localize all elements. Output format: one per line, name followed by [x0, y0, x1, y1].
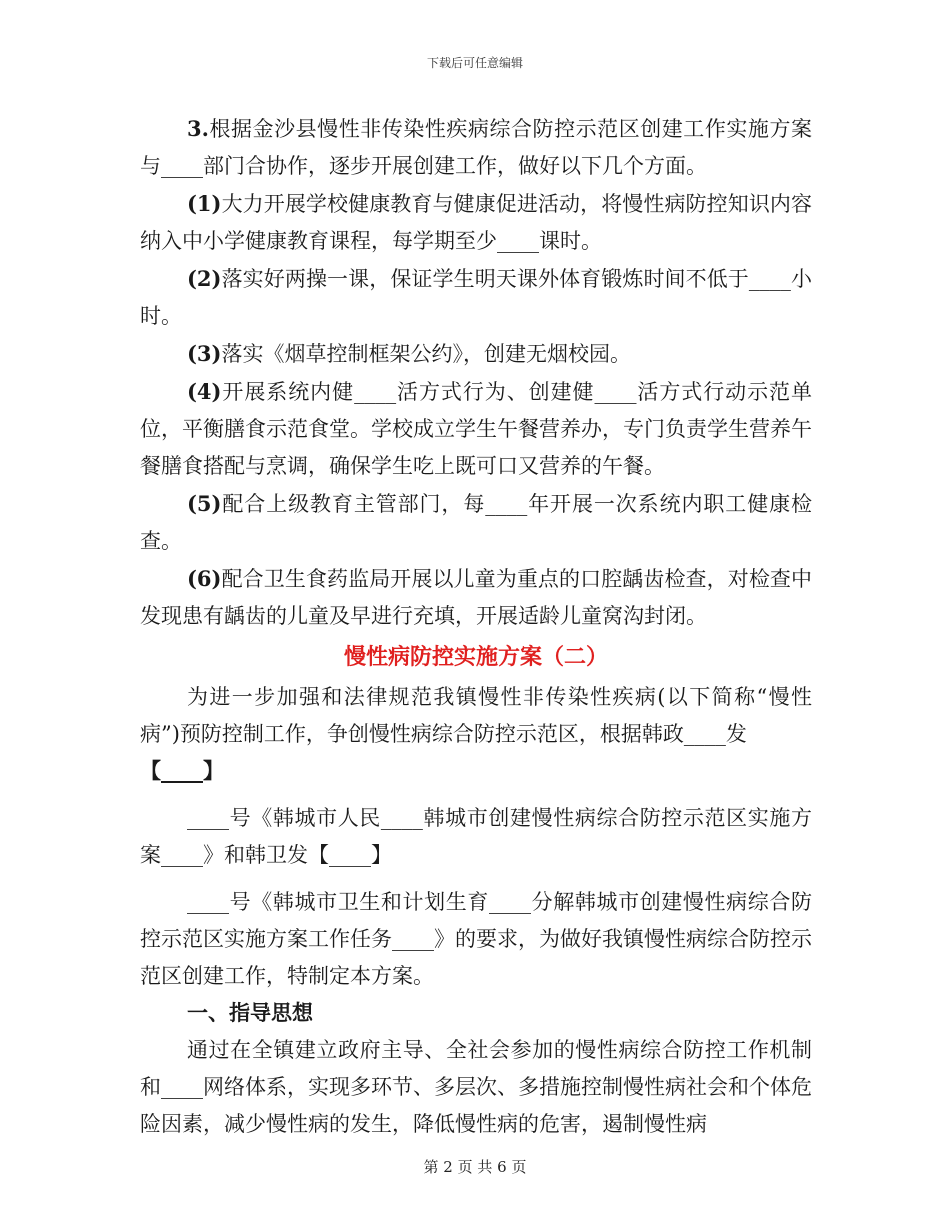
paragraph-guiding-thought: 通过在全镇建立政府主导、全社会参加的慢性病综合防控工作机制和____网络体系，实现多环节、多层次、多措施控制慢性病社会和个体危险因素，减少慢性病的发生，降低慢性病的危害，遏制慢性病 [140, 1038, 812, 1136]
item-number: (4) [187, 379, 222, 404]
item-text: 开展系统内健____活方式行为、创建健____活方式行动示范单位，平衡膳食示范食堂。学校成立学生午餐营养办，专门负责学生营养午餐膳食搭配与烹调，确保学生吃上既可口又营养的午餐。 [140, 380, 812, 478]
paragraph-reference-2: ____号《韩城市卫生和计划生育____分解韩城市创建慢性病综合防控示范区实施方案工作任务____》的要求，为做好我镇慢性病综合防控示范区创建工作，特制定本方案。 [140, 890, 812, 988]
item-number: (2) [187, 266, 222, 291]
item-text: 配合上级教育主管部门，每____年开展一次系统内职工健康检查。 [140, 492, 812, 553]
item-number: (5) [187, 491, 222, 516]
item-number: (3) [187, 341, 222, 366]
bracket-line: 【____】 [140, 759, 224, 783]
page-footer: 第 2 页 共 6 页 [423, 1158, 527, 1176]
item-text: 根据金沙县慢性非传染性疾病综合防控示范区创建工作实施方案与____部门合协作，逐步开展创建工作，做好以下几个方面。 [140, 117, 812, 178]
item-number: (1) [187, 191, 222, 216]
item-number: 3. [187, 116, 209, 141]
sub-item-5 [140, 485, 812, 560]
section-title: 慢性病防控实施方案（二） [343, 645, 608, 670]
item-text: 落实《烟草控制框架公约》，创建无烟校园。 [221, 342, 631, 366]
sub-item-4 [140, 373, 812, 485]
document-body [140, 110, 812, 1143]
page-header: 下载后可任意编辑 [426, 56, 523, 70]
item-text: 配合卫生食药监局开展以儿童为重点的口腔龋齿检查，对检查中发现患有龋齿的儿童及早进行充填，开展适龄儿童窝沟封闭。 [140, 567, 812, 628]
sub-item-2 [140, 260, 812, 335]
sub-item-6 [140, 560, 812, 635]
sub-item-1 [140, 185, 812, 260]
item-text: 落实好两操一课，保证学生明天课外体育锻炼时间不低于____小时。 [140, 267, 812, 328]
item-text: 大力开展学校健康教育与健康促进活动，将慢性病防控知识内容纳入中小学健康教育课程，每学期至少____课时。 [140, 192, 812, 253]
paragraph-intro: 为进一步加强和法律规范我镇慢性非传染性疾病(以下简称“慢性病”)预防控制工作，争创慢性病综合防控示范区，根据韩政____发 [140, 685, 812, 746]
item-3 [140, 110, 812, 185]
item-number: (6) [187, 566, 222, 591]
paragraph-reference-1: ____号《韩城市人民____韩城市创建慢性病综合防控示范区实施方案____》和韩卫发【____】 [140, 806, 812, 867]
sub-item-3 [140, 335, 812, 373]
section-heading: 一、指导思想 [187, 1001, 313, 1025]
